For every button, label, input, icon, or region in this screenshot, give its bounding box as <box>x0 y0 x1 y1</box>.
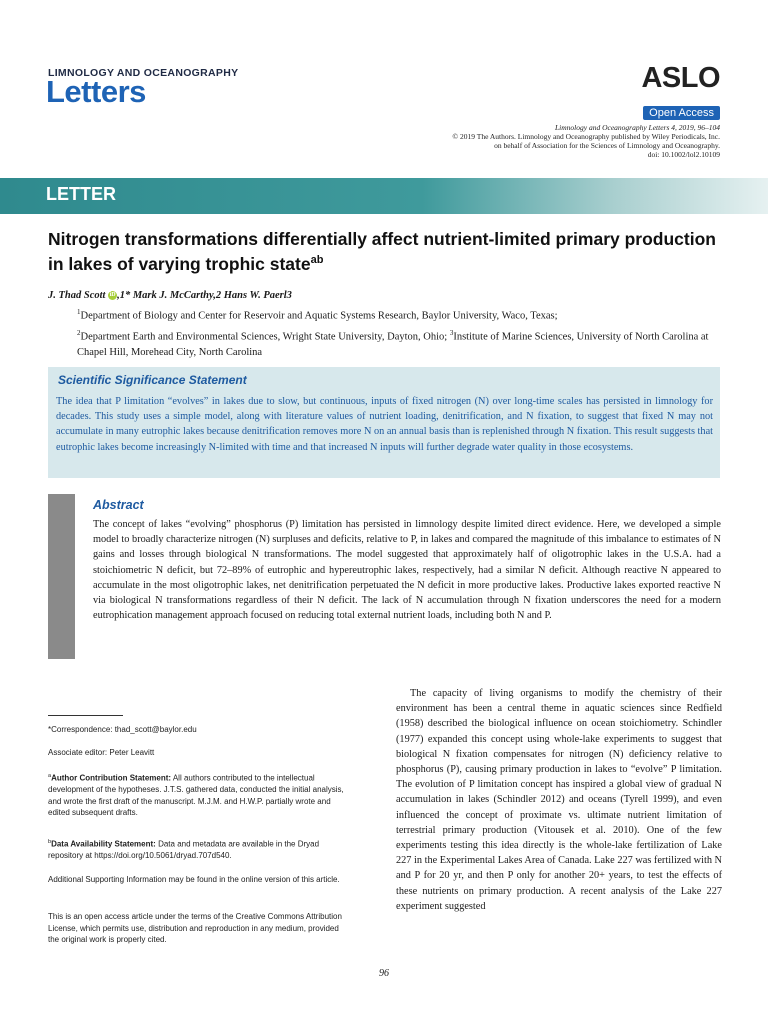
abstract-sidebar-bar <box>48 494 75 659</box>
author-contribution-note: $^a$Author Contribution Statement: All authors contributed to the intellectual development of the hypotheses. J.T.S. gathered data, conducted the initial analysis, and wrote the first draft of the manuscript. M.J.M. and H.W.P. partially wrote and edited subsequent drafts. <box>48 773 344 818</box>
affiliations: $^1$Department of Biology and Center for Reservoir and Aquatic Systems Research, Baylor University, Waco, Texas; $^2$Department Earth and Environmental Sciences, Wright State University, Dayton, Ohio; $^3$Institute of Marine Sciences, University of North Carolina at Chapel Hill, Morehead City, North Carolina <box>77 308 709 358</box>
data-availability-text: Data and metadata are available in the Dryad repository at https://doi.org/10.5061/dryad.707d540. <box>48 839 320 861</box>
citation-line: on behalf of Association for the Sciences of Limnology and Oceanography. <box>494 141 720 150</box>
correspondence-note: *Correspondence: thad_scott@baylor.edu <box>48 725 197 734</box>
license-note: This is an open access article under the terms of the Creative Commons Attribution License, which permits use, distribution and reproduction in any medium, provided the original work is properly cited. <box>48 912 342 944</box>
author-name: J. Thad Scott <box>48 290 106 301</box>
article-type-banner <box>0 178 768 214</box>
orcid-icon[interactable]: iD <box>109 292 116 299</box>
abstract-text: The concept of lakes “evolving” phosphorus (P) limitation has persisted in limnology despite limited direct evidence. Here, we developed a simple model to broadly characterize nitrogen (N) surpluses and deficits, relative to P, in lakes and compared the magnitude of this imbalance to estimates of N gains and losses through biological N transformations. The model suggested that approximately half of oligotrophic lakes in the U.S.A. had a stoichiometric N deficit, but 72–89% of eutrophic and hypereutrophic lakes, respectively, had a similar N deficit. Although reactive N appeared to accumulate in the most oligotrophic lakes, net denitrification perpetuated the N deficit in more productive lakes. Productive lakes exported reactive N via biological N transformations regardless of their N deficit. The lack of N accumulation through N fixation underscores the need for a modern eutrophication management approach focused on reducing total external nutrient loads, including both N and P. <box>93 519 721 622</box>
citation-block <box>452 123 720 159</box>
journal-name-top: LIMNOLOGY AND OCEANOGRAPHY <box>48 67 239 79</box>
author-names-rest: ,1* Mark J. McCarthy,2 Hans W. Paerl3 <box>117 290 292 301</box>
data-availability-label: Data Availability Statement: <box>51 839 156 849</box>
data-availability-note: $^b$Data Availability Statement: Data and metadata are available in the Dryad repository at https://doi.org/10.5061/dryad.707d540. <box>48 839 320 861</box>
article-title <box>48 229 728 275</box>
body-paragraph: The capacity of living organisms to modify the chemistry of their environment has been a central theme in aquatic sciences since Redfield (1958) described the biological influence on ocean stoichiometry. Schindler (1977) expanded this concept using whole-lake experiments to suggest that biological N fixation compensates for nitrogen (N) deficiency relative to phosphorus (P), causing primary production in lakes to “evolve” P limitation. The evolution of P limitation concept has inspired a global view of gradual N accumulation in lakes (Schindler 2012) and oceans (Tyrell 1999), and even influenced the concept of proximate vs. ultimate nutrient limitation of terrestrial primary production (Vitousek et al. 2010). One of the few experiments testing this idea directly is the whole-lake fertilization of Lake 227 in the Experimental Lakes Area of Canada. Lake 227 was fertilized with N and P for 20 yr, and then P only for another 20+ years, to test the effects of these nutrients on primary production. A recent analysis of the Lake 227 experiment suggested <box>396 688 722 912</box>
title-text: Nitrogen transformations differentially affect nutrient-limited primary production in lakes of varying trophic state <box>48 229 716 274</box>
citation-line: doi: 10.1002/lol2.10109 <box>647 150 720 159</box>
footnote-divider <box>48 715 123 716</box>
article-type-label: LETTER <box>46 184 116 204</box>
significance-heading: Scientific Significance Statement <box>58 373 247 387</box>
supporting-info-note: Additional Supporting Information may be found in the online version of this article. <box>48 875 340 884</box>
contribution-text: All authors contributed to the intellectual development of the hypotheses. J.T.S. gathered data, conducted the initial analysis, and wrote the first draft of the manuscript. M.J.M. and H.W.P. partially wrote and edited subsequent drafts. <box>48 773 344 818</box>
affiliation-2: Department Earth and Environmental Sciences, Wright State University, Dayton, Ohio; <box>80 331 450 342</box>
author-list <box>48 290 292 301</box>
title-footnote-marker: ab <box>310 254 324 266</box>
open-access-badge: Open Access <box>643 106 720 120</box>
significance-text: The idea that P limitation “evolves” in lakes due to slow, but continuous, inputs of fixed nitrogen (N) over long-time scales has persisted in limnology for decades. This study uses a simple model, along with literature values of nutrient loading, denitrification, and N fixation, to suggest that fixed N may not accumulate in many eutrophic lakes because denitrification removes more N on an annual basis than is replenished through N fixation. This result suggests that eutrophic lakes become increasingly N-limited with time and that increased N inputs will further degrade water quality in those ecosystems. <box>56 396 713 453</box>
page-number: 96 <box>379 968 389 979</box>
abstract-heading: Abstract <box>93 498 144 512</box>
affiliation-1: Department of Biology and Center for Reservoir and Aquatic Systems Research, Baylor University, Waco, Texas; <box>80 310 558 322</box>
journal-name-main: Letters <box>46 74 146 109</box>
affiliation-3: Institute of Marine Sciences, University of North Carolina at Chapel Hill, Morehead City, North Carolina <box>77 331 709 358</box>
significance-statement-box <box>48 367 720 478</box>
associate-editor-note: Associate editor: Peter Leavitt <box>48 748 155 757</box>
citation-line: Limnology and Oceanography Letters 4, 2019, 96–104 <box>555 123 720 132</box>
citation-line: © 2019 The Authors. Limnology and Oceanography published by Wiley Periodicals, Inc. <box>452 132 720 141</box>
publisher-logo: ASLO <box>641 62 720 94</box>
contribution-label: Author Contribution Statement: <box>51 773 172 783</box>
